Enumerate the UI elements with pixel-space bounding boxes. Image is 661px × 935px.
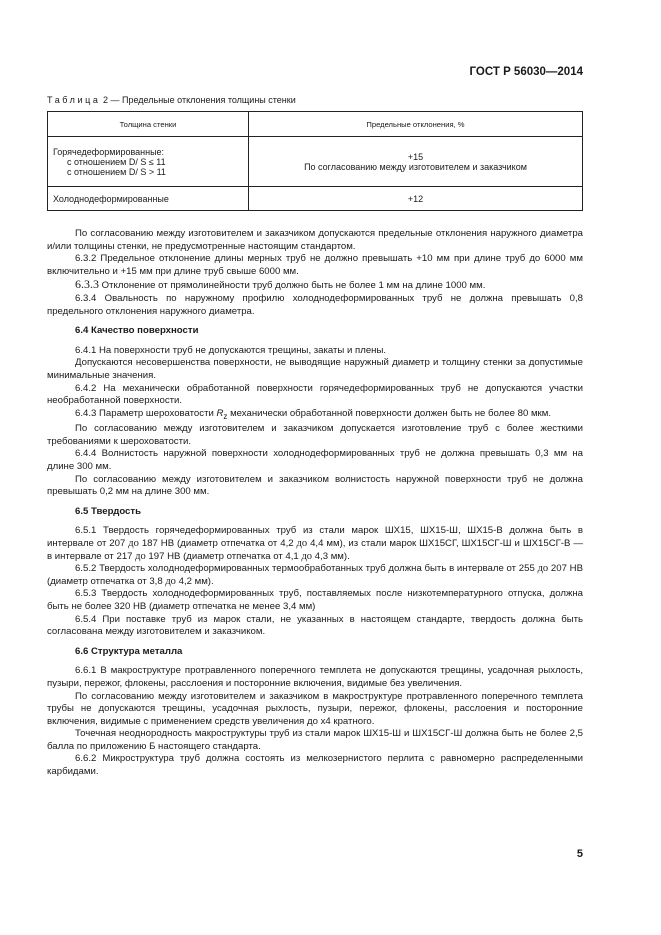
paragraph: Точечная неоднородность макроструктуры труб из стали марок ШХ15-Ш и ШХ15СГ-Ш должна быть не более 2,5 балла по приложению Б настоящего стандарта. xyxy=(47,728,583,752)
paragraph: 6.5.4 При поставке труб из марок стали, не указанных в настоящем стандарте, твердость должна быть согласована между изготовителем и заказчиком. xyxy=(47,613,583,638)
word-do: до xyxy=(165,575,176,587)
paragraph: 6.4.4 Волнистость наружной поверхности холоднодеформированных труб не должна превышать 0,3 мм на длине 300 мм. xyxy=(47,448,583,472)
paragraph xyxy=(47,563,583,588)
word-do: до xyxy=(135,550,146,562)
word-do: до xyxy=(296,537,308,549)
word-do: до xyxy=(301,550,313,562)
paragraph-text: 6.4.3 Параметр шероховатости xyxy=(75,407,217,419)
paragraph-text: Отклонение от прямолинейности труб должно быть не более 1 мм на длине 1000 мм. xyxy=(99,280,486,292)
paragraph: 6.3.2 Предельное отклонение длины мерных труб не должно превышать +10 мм при длине труб до 6000 мм включительно и +15 мм при длине труб свыше 6000 мм. xyxy=(47,253,583,277)
row-cold-val: +12 xyxy=(249,187,583,211)
paragraph: По согласованию между изготовителем и заказчиком волнистость наружной поверхности труб не должна превышать 0,2 мм на длине 300 мм. xyxy=(47,473,583,498)
table-cell xyxy=(249,137,583,187)
roughness-subscript: z xyxy=(223,411,228,421)
row-hot-val2: По согласованию между изготовителем и заказчиком xyxy=(304,161,527,172)
clause-number: 6.3.3 xyxy=(75,277,99,292)
table-row xyxy=(48,137,583,187)
paragraph: 6.4.2 На механически обработанной поверхности горячедеформированных труб не допускаются участки необработанной поверхности. xyxy=(47,382,583,407)
paragraph-text: 197 НВ (диаметр отпечатка от 4,1 xyxy=(145,550,302,562)
paragraph: По согласованию между изготовителем и заказчиком в макроструктуре протравленного поперечного темплета трубы не допускаются трещины, усадочная рыхлость, пузыри, пережог, флокены, расслоения и посторонние включения, видимые с применением средств увеличения до х4 кратного. xyxy=(47,690,583,727)
paragraph xyxy=(47,278,583,293)
paragraph-text: 6.5.2 Твердость холоднодеформированных термообработанных труб должна быть в интервале от 255 xyxy=(75,563,538,575)
table-caption-label: Таблица xyxy=(47,95,101,105)
standard-header: ГОСТ Р 56030—2014 xyxy=(469,66,583,78)
row-hot-val1: +15 xyxy=(407,151,424,162)
deviation-table xyxy=(47,111,583,211)
paragraph-text: 207 НВ (диаметр отпечатка от 3,8 xyxy=(47,563,584,587)
paragraph: По согласованию между изготовителем и заказчиком допускаются предельные отклонения наружного диаметра и/или толщины стенки, не предусмотренные настоящим стандартом. xyxy=(47,228,583,252)
paragraph xyxy=(47,408,583,424)
table-caption xyxy=(47,95,296,105)
row-hot-sub2: с отношением D/ S > 11 xyxy=(67,166,166,177)
paragraph: 6.4.1 На поверхности труб не допускаются трещины, закаты и плены. xyxy=(75,344,387,356)
word-do: до xyxy=(128,537,139,549)
paragraph: 6.6.2 Микроструктура труб должна состоять из мелкозернистого перлита с равномерно распределенными карбидами. xyxy=(47,753,583,778)
section-heading-hardness: 6.5 Твердость xyxy=(75,505,141,517)
page-number: 5 xyxy=(576,848,583,860)
paragraph: 6.5.3 Твердость холоднодеформированных труб, поставляемых после низкотемпературного отпуска, должна быть не более 320 НВ (диаметр отпечатка не менее 3,4 мм) xyxy=(47,588,583,612)
table-caption-text: 2 — Предельные отклонения толщины стенки xyxy=(103,95,296,105)
paragraph: По согласованию между изготовителем и заказчиком допускается изготовление труб с более жесткими требованиями к шероховатости. xyxy=(47,423,583,447)
paragraph: 6.6.1 В макроструктуре протравленного поперечного темплета не допускаются трещины, усадочная рыхлость, пузыри, пережог, флокены, расслоения и посторонние включения, видимые без увеличения. xyxy=(47,665,583,689)
table-cell xyxy=(48,137,249,187)
row-hot-sub1: с отношением D/ S ≤ 11 xyxy=(67,156,166,167)
row-cold-title: Холоднодеформированные xyxy=(48,187,249,211)
table-header-deviation: Предельные отклонения, % xyxy=(249,112,583,137)
paragraph-text: 6.5.1 Твердость горячедеформированных труб из стали марок ШХ15, ШХ15-Ш, ШХ15-В должна быть в интервале от 207 xyxy=(47,525,583,549)
section-heading-surface: 6.4 Качество поверхности xyxy=(75,325,199,337)
table-header-row xyxy=(48,112,583,137)
paragraph xyxy=(47,525,583,563)
document-body xyxy=(47,228,583,779)
paragraph-text: 4,4 мм), из стали марок ШХ15СГ, ШХ15СГ-Ш и ШХ15СГ-В — в интервале от 217 xyxy=(47,537,583,562)
paragraph: Допускаются несовершенства поверхности, не выводящие наружный диаметр и толщину стенки за допустимые минимальные значения. xyxy=(47,357,583,381)
table-header-thickness: Толщина стенки xyxy=(48,112,249,137)
paragraph: 6.3.4 Овальность по наружному профилю холоднодеформированных труб не должна превышать 0,8 предельного отклонения наружного диаметра. xyxy=(47,292,583,317)
table-row xyxy=(48,187,583,211)
row-hot-title: Горячедеформированные: xyxy=(53,146,165,157)
paragraph-text: 4,3 мм). xyxy=(312,550,350,562)
word-do: до xyxy=(537,563,549,575)
roughness-symbol: R xyxy=(216,407,224,419)
paragraph-text: 4,2 мм). xyxy=(175,575,214,587)
paragraph-text: 187 НВ (диаметр отпечатка от 4,2 xyxy=(138,537,297,549)
paragraph-text: механически обработанной поверхности должен быть не более 80 мкм. xyxy=(227,407,551,419)
section-heading-structure: 6.6 Структура металла xyxy=(75,645,183,657)
